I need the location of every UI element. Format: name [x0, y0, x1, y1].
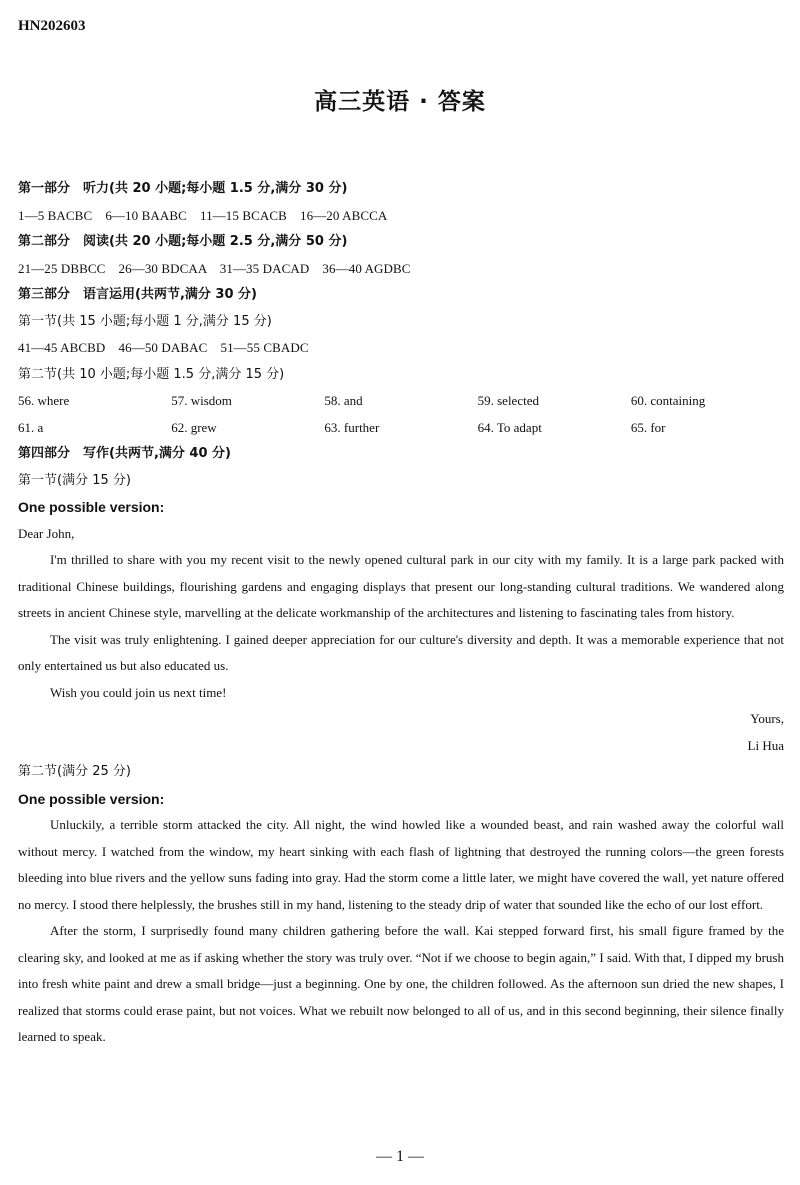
fill-answers-row — [18, 388, 784, 415]
fill-answer: 63. further — [324, 419, 380, 435]
fill-answers-row — [18, 415, 784, 442]
fill-answer: 64. To adapt — [477, 419, 542, 435]
part1-heading: 第一部分 听力(共 20 小题;每小题 1.5 分,满分 30 分) — [18, 181, 348, 196]
letter-closing: Yours, — [750, 711, 784, 726]
part2-answers: 21—25 DBBCC 26—30 BDCAA 31—35 DACAD 36—40 AGDBC — [18, 260, 411, 276]
fill-answer: 56. where — [18, 393, 70, 408]
story-paragraph: Unluckily, a terrible storm attacked the city. All night, the wind howled like a wounded beast, and rain washed away the colorful wall without mercy. I watched from the window, my heart sinking with each flash of lightning that destroyed the running colors—the green forests bleeding into blue rivers and the yellow suns fading into gray. Had the storm come a little later, we might have covered the wall, yet nature offered no mercy. I stood there helplessly, the brushes still in my hand, listening to the steady drip of water that sounded like the echo of our lost effort. — [18, 817, 784, 912]
part3-section2-heading: 第二节(共 10 小题;每小题 1.5 分,满分 15 分) — [18, 366, 285, 382]
page-number: — 1 — — [376, 1148, 424, 1165]
fill-answer: 60. containing — [630, 393, 706, 408]
fill-answer: 58. and — [324, 393, 363, 408]
letter-greeting: Dear John, — [18, 525, 75, 541]
page-title: 高三英语 · 答案 — [314, 89, 486, 115]
fill-answer: 62. grew — [171, 419, 217, 435]
answer-content — [18, 176, 784, 1051]
part3-heading: 第三部分 语言运用(共两节,满分 30 分) — [18, 287, 257, 302]
letter-signature: Li Hua — [747, 737, 784, 753]
story-paragraph: After the storm, I surprisedly found many children gathering before the wall. Kai stepped forward first, his small figure framed by the clearing sky, and looked at me as if asking whether the story was truly over. “Not if we choose to begin again,” I said. With that, I dipped my brush into fresh white paint and drew a small bridge—just a beginning. One by one, the children followed. As the afternoon sun dried the new shapes, I realized that storms could erase paint, but not voices. What we rebuilt now belonged to all of us, and in this second beginning, their silence finally learned to speak. — [18, 923, 784, 1044]
part4-heading: 第四部分 写作(共两节,满分 40 分) — [18, 446, 231, 461]
letter-paragraph: The visit was truly enlightening. I gained deeper appreciation for our culture's diversity and depth. It was a memorable experience that not only entertained us but also educated us. — [18, 631, 784, 673]
version-label: One possible version: — [18, 790, 165, 807]
part4-section1-heading: 第一节(满分 15 分) — [18, 472, 131, 488]
letter-paragraph: Wish you could join us next time! — [50, 684, 227, 700]
fill-answer: 61. a — [18, 419, 44, 435]
part4-section2-heading: 第二节(满分 25 分) — [18, 764, 131, 779]
part3-section1-heading: 第一节(共 15 小题;每小题 1 分,满分 15 分) — [18, 313, 272, 329]
fill-answer: 65. for — [630, 419, 666, 435]
document-code: HN202603 — [18, 18, 86, 34]
part1-answers: 1—5 BACBC 6—10 BAABC 11—15 BCACB 16—20 ABCCA — [18, 207, 388, 223]
part2-heading: 第二部分 阅读(共 20 小题;每小题 2.5 分,满分 50 分) — [18, 234, 348, 249]
fill-answer: 59. selected — [477, 393, 539, 408]
fill-answer: 57. wisdom — [171, 393, 232, 408]
version-label: One possible version: — [18, 499, 165, 515]
letter-paragraph: I'm thrilled to share with you my recent visit to the newly opened cultural park in our city with my family. It is a large park packed with traditional Chinese buildings, flourishing gardens and engaging displays that present our long-standing cultural traditions. We wandered along streets in ancient Chinese style, marvelling at the delicate workmanship of the architectures and listening to fascinating tales from history. — [18, 552, 784, 620]
part3-section1-answers: 41—45 ABCBD 46—50 DABAC 51—55 CBADC — [18, 340, 309, 355]
